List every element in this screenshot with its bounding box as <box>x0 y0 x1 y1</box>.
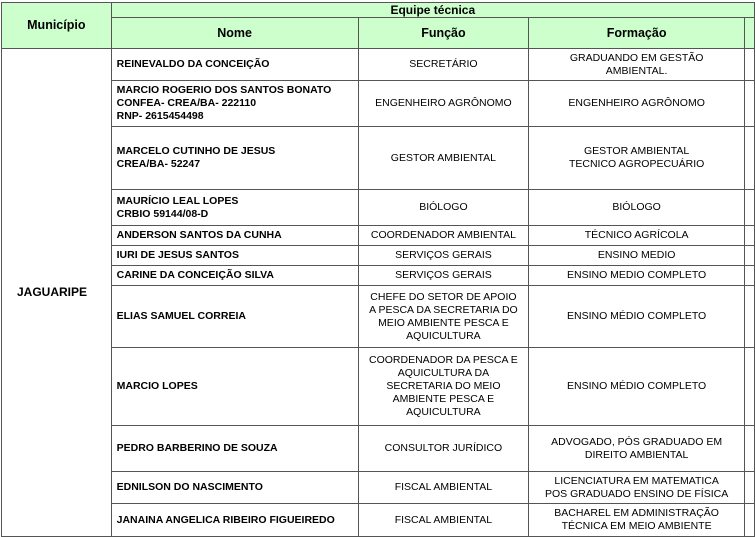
formacao-line: ENSINO MÉDIO COMPLETO <box>566 380 707 392</box>
nome-cell <box>111 246 358 266</box>
funcao-line: FISCAL AMBIENTAL <box>394 481 493 493</box>
formacao-line: AMBIENTAL. <box>605 64 668 77</box>
table-row <box>2 246 755 266</box>
nome-line: PEDRO BARBERINO DE SOUZA <box>116 442 278 454</box>
table-row <box>2 504 755 537</box>
funcao-line: AQUICULTURA <box>406 406 481 418</box>
nome-line: RNP- 2615454498 <box>116 110 204 122</box>
nome-cell <box>111 266 358 286</box>
formacao-line: ADVOGADO, PÓS GRADUADO EM <box>551 435 723 448</box>
nome-cell <box>111 426 358 472</box>
table-row <box>2 226 755 246</box>
nome-line: CONFEA- CREA/BA- 222110 <box>116 97 257 109</box>
nome-cell <box>111 348 358 426</box>
nome-line: MARCIO LOPES <box>116 380 198 392</box>
formacao-cell <box>529 81 745 127</box>
funcao-line: CHEFE DO SETOR DE APOIO <box>370 290 517 303</box>
header-extra <box>745 18 755 49</box>
extra-cell <box>745 348 755 426</box>
table-row <box>2 286 755 348</box>
nome-cell <box>111 504 358 537</box>
table-row <box>2 472 755 504</box>
formacao-cell <box>529 472 745 504</box>
header-municipio: Município <box>2 3 112 49</box>
header-funcao: Função <box>358 18 529 49</box>
formacao-line: TÉCNICO AGRÍCOLA <box>584 229 689 241</box>
nome-cell <box>111 226 358 246</box>
funcao-line: SECRETARIA DO MEIO <box>386 380 501 392</box>
nome-line: JANAINA ANGELICA RIBEIRO FIGUEIREDO <box>116 513 335 526</box>
extra-cell <box>745 286 755 348</box>
funcao-line: SERVIÇOS GERAIS <box>395 269 492 281</box>
extra-cell <box>745 504 755 537</box>
nome-line: CREA/BA- 52247 <box>116 158 201 170</box>
nome-line: REINEVALDO DA CONCEIÇÃO <box>116 58 270 70</box>
formacao-cell <box>529 246 745 266</box>
nome-cell <box>111 286 358 348</box>
funcao-line: ENGENHEIRO AGRÔNOMO <box>375 97 512 109</box>
extra-cell <box>745 472 755 504</box>
formacao-line: LICENCIATURA EM MATEMATICA <box>554 474 719 487</box>
funcao-line: COORDENADOR DA PESCA E <box>369 354 518 366</box>
funcao-line: BIÓLOGO <box>419 201 468 213</box>
header-equipe-tecnica: Equipe técnica <box>111 3 754 18</box>
extra-cell <box>745 49 755 81</box>
funcao-cell <box>358 190 529 226</box>
funcao-line: COORDENADOR AMBIENTAL <box>370 229 516 241</box>
extra-cell <box>745 190 755 226</box>
nome-cell <box>111 81 358 127</box>
nome-cell <box>111 49 358 81</box>
formacao-line: POS GRADUADO ENSINO DE FÍSICA <box>545 487 729 500</box>
extra-cell <box>745 246 755 266</box>
funcao-cell <box>358 81 529 127</box>
extra-cell <box>745 426 755 472</box>
funcao-cell <box>358 49 529 81</box>
table-row <box>2 190 755 226</box>
funcao-cell <box>358 348 529 426</box>
funcao-cell <box>358 286 529 348</box>
formacao-line: BACHAREL EM ADMINISTRAÇÃO <box>554 507 719 519</box>
funcao-cell <box>358 266 529 286</box>
nome-cell <box>111 127 358 190</box>
nome-line: ELIAS SAMUEL CORREIA <box>116 310 246 322</box>
extra-cell <box>745 226 755 246</box>
extra-cell <box>745 127 755 190</box>
table-row <box>2 426 755 472</box>
header-formacao: Formação <box>529 18 745 49</box>
table-row <box>2 49 755 81</box>
table-row <box>2 127 755 190</box>
formacao-line: GRADUANDO EM GESTÃO <box>569 51 704 64</box>
nome-line: MARCIO ROGERIO DOS SANTOS BONATO <box>116 84 332 96</box>
table-row <box>2 81 755 127</box>
formacao-cell <box>529 286 745 348</box>
funcao-line: SECRETÁRIO <box>409 58 478 70</box>
formacao-cell <box>529 127 745 190</box>
formacao-line: TÉCNICA EM MEIO AMBIENTE <box>561 520 712 532</box>
funcao-cell <box>358 504 529 537</box>
nome-cell <box>111 472 358 504</box>
extra-cell <box>745 81 755 127</box>
funcao-cell <box>358 426 529 472</box>
funcao-cell <box>358 226 529 246</box>
funcao-line: CONSULTOR JURÍDICO <box>384 442 503 454</box>
funcao-line: AMBIENTE PESCA E <box>392 393 495 405</box>
header-nome: Nome <box>111 18 358 49</box>
table-body <box>2 3 755 537</box>
formacao-cell <box>529 266 745 286</box>
formacao-line: ENGENHEIRO AGRÔNOMO <box>568 97 705 109</box>
nome-line: CARINE DA CONCEIÇÃO SILVA <box>116 269 274 281</box>
nome-line: CRBIO 59144/08-D <box>116 207 209 220</box>
formacao-line: GESTOR AMBIENTAL <box>584 145 690 157</box>
formacao-cell <box>529 348 745 426</box>
formacao-cell <box>529 426 745 472</box>
nome-cell <box>111 190 358 226</box>
nome-line: MAURÍCIO LEAL LOPES <box>116 194 239 207</box>
funcao-line: A PESCA DA SECRETARIA DO <box>369 303 518 316</box>
formacao-cell <box>529 226 745 246</box>
extra-cell <box>745 266 755 286</box>
funcao-line: AQUICULTURA <box>406 329 481 342</box>
funcao-line: FISCAL AMBIENTAL <box>394 513 493 526</box>
funcao-line: MEIO AMBIENTE PESCA E <box>378 316 509 329</box>
nome-line: MARCELO CUTINHO DE JESUS <box>116 145 276 157</box>
nome-line: IURI DE JESUS SANTOS <box>116 249 239 261</box>
formacao-line: DIREITO AMBIENTAL <box>584 448 689 461</box>
formacao-line: ENSINO MEDIO COMPLETO <box>566 269 707 281</box>
equipe-tecnica-table <box>1 2 755 537</box>
funcao-line: AQUICULTURA DA <box>397 367 490 379</box>
formacao-cell <box>529 190 745 226</box>
formacao-line: BIÓLOGO <box>612 201 661 213</box>
funcao-line: GESTOR AMBIENTAL <box>390 151 497 164</box>
nome-line: EDNILSON DO NASCIMENTO <box>116 481 263 493</box>
municipio-cell: JAGUARIPE <box>2 49 112 537</box>
table-row <box>2 348 755 426</box>
funcao-cell <box>358 127 529 190</box>
funcao-line: SERVIÇOS GERAIS <box>395 249 492 261</box>
formacao-line: ENSINO MEDIO <box>597 249 676 261</box>
nome-line: ANDERSON SANTOS DA CUNHA <box>116 229 282 241</box>
funcao-cell <box>358 246 529 266</box>
formacao-cell <box>529 49 745 81</box>
table-row <box>2 266 755 286</box>
funcao-cell <box>358 472 529 504</box>
formacao-line: TECNICO AGROPECUÁRIO <box>568 158 705 170</box>
formacao-cell <box>529 504 745 537</box>
formacao-line: ENSINO MÉDIO COMPLETO <box>566 310 707 322</box>
